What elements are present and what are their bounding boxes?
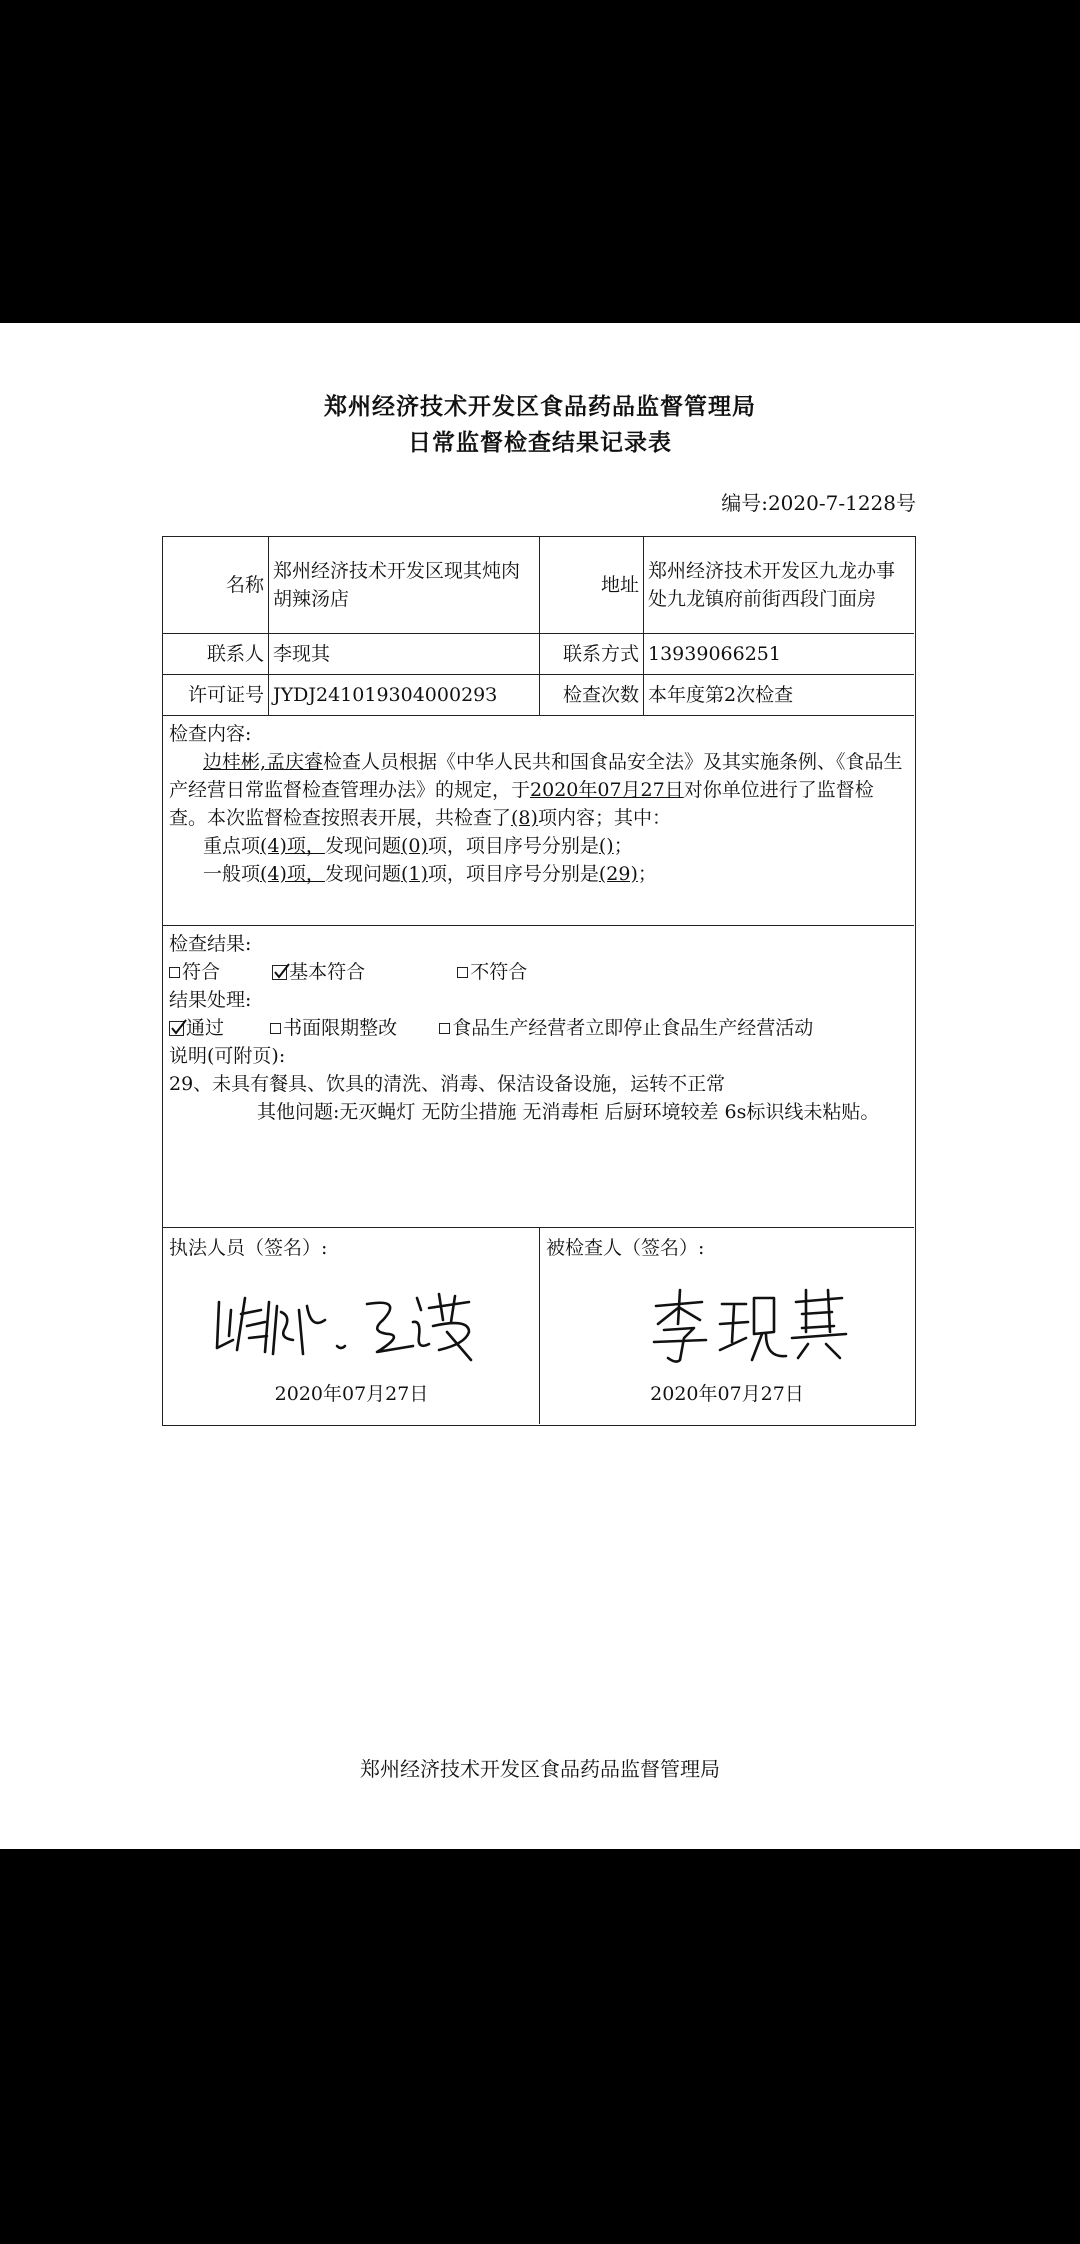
contact-value: 李现其: [269, 634, 540, 674]
gen-count: (4)项，: [260, 863, 325, 885]
checkbox-not-comply[interactable]: [457, 967, 468, 978]
license-value: JYDJ24101930400029З: [269, 675, 540, 715]
key-mid: 发现问题: [324, 835, 401, 857]
total-items: (8): [511, 807, 538, 829]
inspectors-names: 边桂彬,孟庆睿: [203, 751, 324, 773]
check-mark-icon: [170, 1019, 188, 1037]
note-line-1: 29、未具有餐具、饮具的清洗、消毒、保洁设备设施，运转不正常: [169, 1073, 726, 1095]
option-basic-comply: 基本符合: [289, 961, 366, 983]
row-name-address: [163, 537, 914, 634]
content-paragraph: [141, 748, 908, 832]
content-heading: 检查内容:: [169, 723, 252, 745]
name-value: 郑州经济技术开发区现其炖肉胡辣汤店: [269, 537, 540, 633]
key-items: (): [598, 835, 614, 857]
gen-end: ；: [637, 863, 657, 885]
gen-prefix: 一般项: [203, 863, 261, 885]
result-heading: 检查结果:: [169, 933, 252, 955]
address-label: 地址: [540, 537, 644, 633]
document-number: 编号:2020-7-1228号: [721, 491, 916, 515]
key-count: (4)项，: [260, 835, 325, 857]
handling-rectify: 书面限期整改: [283, 1017, 398, 1039]
handling-heading: 结果处理:: [169, 989, 252, 1011]
inspected-signature-cell: [540, 1228, 914, 1424]
row-license: [163, 675, 914, 716]
gen-issues: (1): [400, 863, 428, 885]
checkbox-pass-checked[interactable]: [169, 1021, 184, 1036]
general-items-line: [169, 860, 908, 888]
result-section: [163, 926, 914, 1228]
option-not-comply: 不符合: [470, 961, 528, 983]
checkbox-rectify[interactable]: [270, 1023, 281, 1034]
key-prefix: 重点项: [203, 835, 261, 857]
checkbox-stop[interactable]: [439, 1023, 450, 1034]
gen-mid: 发现问题: [324, 863, 401, 885]
gen-items: (29): [598, 863, 638, 885]
inspected-signature: [650, 1284, 850, 1368]
officer-signature: [207, 1280, 497, 1366]
content-section: [163, 716, 914, 926]
check-mark-icon: [273, 963, 291, 981]
agency-title: 郑州经济技术开发区食品药品监督管理局: [324, 394, 756, 420]
phone-value: 13939066251: [648, 643, 781, 665]
contact-label: 联系人: [163, 634, 269, 674]
form-title: 日常监督检查结果记录表: [408, 430, 672, 456]
option-comply: 符合: [182, 961, 221, 983]
count-value: 本年度第2次检查: [648, 684, 794, 706]
phone-label: 联系方式: [540, 634, 644, 674]
inspection-form: [162, 536, 916, 1426]
content-text-2: 对你单位进行了监督检查。本次监督检查按照表开展，共检查了: [169, 779, 874, 829]
checkbox-basic-comply-checked[interactable]: [272, 965, 287, 980]
officer-date: 2020年07月27日: [274, 1383, 429, 1405]
inspection-date: 2020年07月27日: [530, 779, 684, 801]
inspected-label: 被检查人（签名）:: [546, 1237, 705, 1259]
officer-signature-cell: [163, 1228, 540, 1424]
key-end: ；: [613, 835, 633, 857]
result-options: [169, 958, 908, 986]
handling-options: [169, 1014, 908, 1042]
note-line-2: 其他问题:无灭蝇灯 无防尘措施 无消毒柜 后厨环境较差 6s标识线未粘贴。: [257, 1101, 880, 1123]
footer-agency: 郑州经济技术开发区食品药品监督管理局: [360, 1757, 720, 1781]
handling-stop: 食品生产经营者立即停止食品生产经营活动: [452, 1017, 814, 1039]
key-items-line: [169, 832, 908, 860]
note-heading: 说明(可附页):: [169, 1045, 286, 1067]
key-suffix: 项，项目序号分别是: [427, 835, 599, 857]
gen-suffix: 项，项目序号分别是: [427, 863, 599, 885]
checkbox-comply[interactable]: [169, 967, 180, 978]
address-value: 郑州经济技术开发区九龙办事处九龙镇府前街西段门面房: [648, 560, 896, 610]
count-label: 检查次数: [540, 675, 644, 715]
handling-pass: 通过: [186, 1017, 225, 1039]
content-text-1: 检查人员根据《中华人民共和国食品安全法》及其实施条例、《食品生产经营日常监督检查管理办法》的规定，于: [169, 751, 903, 801]
key-issues: (0): [400, 835, 428, 857]
row-contact: [163, 634, 914, 675]
inspected-date: 2020年07月27日: [650, 1383, 804, 1405]
license-label: 许可证号: [163, 675, 269, 715]
note-line-2-wrap: [125, 1098, 908, 1126]
officer-label: 执法人员（签名）:: [169, 1237, 328, 1259]
signature-section: [163, 1228, 914, 1424]
document-page: [0, 323, 1080, 1849]
name-label: 名称: [163, 537, 269, 633]
content-text-3: 项内容；其中：: [537, 807, 671, 829]
